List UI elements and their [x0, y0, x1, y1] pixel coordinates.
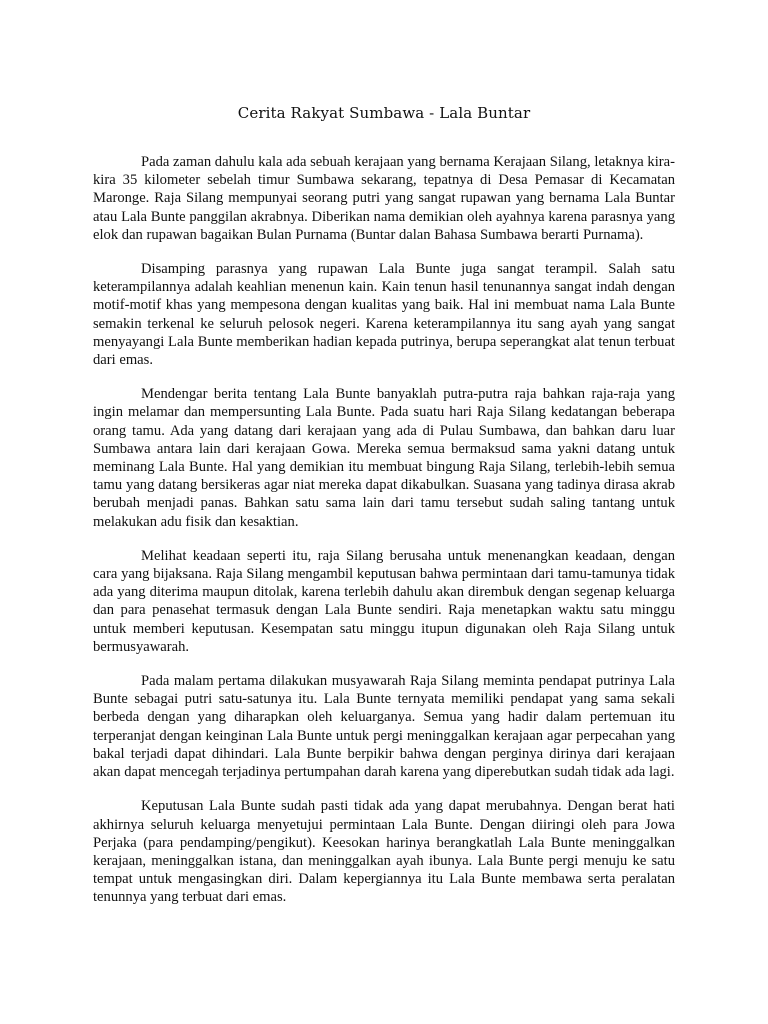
- paragraph-3: Mendengar berita tentang Lala Bunte banyaklah putra-putra raja bahkan raja-raja yang ingin melamar dan mempersunting Lala Bunte. Pada suatu hari Raja Silang kedatangan beberapa orang tamu. Ada yang datang dari kerajaan yang ada di Pulau Sumbawa, dan bahkan daru luar Sumbawa antara lain dari kerajaan Gowa. Mereka semua bermaksud sama yakni datang untuk meminang Lala Bunte. Hal yang demikian itu membuat bingung Raja Silang, terlebih-lebih semua tamu yang datang bersikeras agar niat mereka dapat dikabulkan. Suasana yang tadinya dirasa akrab berubah menjadi panas. Bahkan satu sama lain dari tamu tersebut sudah saling tantang untuk melakukan adu fisik dan kesaktian.: [93, 386, 675, 530]
- paragraph-1: Pada zaman dahulu kala ada sebuah kerajaan yang bernama Kerajaan Silang, letaknya kira-kira 35 kilometer sebelah timur Sumbawa sekarang, tepatnya di Desa Pemasar di Kecamatan Maronge. Raja Silang mempunyai seorang putri yang sangat rupawan yang bernama Lala Buntar atau Lala Bunte panggilan akrabnya. Diberikan nama demikian oleh ayahnya karena parasnya yang elok dan rupawan bagaikan Bulan Purnama (Buntar dalan Bahasa Sumbawa berarti Purnama).: [93, 154, 675, 243]
- paragraph-6: Keputusan Lala Bunte sudah pasti tidak ada yang dapat merubahnya. Dengan berat hati akhirnya seluruh keluarga menyetujui permintaan Lala Bunte. Dengan diiringi oleh para Jowa Perjaka (para pendamping/pengikut). Keesokan harinya berangkatlah Lala Bunte meninggalkan kerajaan, meninggalkan istana, dan meninggalkan ayah ibunya. Lala Bunte pergi menuju ke satu tempat untuk mengasingkan diri. Dalam kepergiannya itu Lala Bunte membawa serta peralatan tenunnya yang terbuat dari emas.: [93, 798, 675, 906]
- paragraph-4: Melihat keadaan seperti itu, raja Silang berusaha untuk menenangkan keadaan, dengan cara yang bijaksana. Raja Silang mengambil keputusan bahwa permintaan dari tamu-tamunya tidak ada yang diterima maupun ditolak, karena terlebih dahulu akan dirembuk dengan segenap keluarga dan para penasehat termasuk dengan Lala Bunte sendiri. Raja menetapkan waktu satu minggu untuk memberi keputusan. Kesempatan satu minggu itupun digunakan oleh Raja Silang untuk bermusyawarah.: [93, 547, 675, 655]
- document-title: Cerita Rakyat Sumbawa - Lala Buntar: [237, 104, 531, 122]
- document-body: [93, 153, 675, 923]
- paragraph-2: Disamping parasnya yang rupawan Lala Bunte juga sangat terampil. Salah satu keterampilannya adalah keahlian menenun kain. Kain tenun hasil tenunannya sangat indah dengan motif-motif khas yang mempesona dengan kualitas yang baik. Hal ini membuat nama Lala Bunte semakin terkenal ke seluruh pelosok negeri. Karena keterampilannya itu sang ayah yang sangat menyayangi Lala Bunte memberikan hadian kepada putrinya, berupa seperangkat alat tenun terbuat dari emas.: [93, 261, 675, 369]
- paragraph-5: Pada malam pertama dilakukan musyawarah Raja Silang meminta pendapat putrinya Lala Bunte sebagai putri satu-satunya itu. Lala Bunte ternyata memiliki pendapat yang sama sekali berbeda dengan yang diharapkan oleh keluarganya. Semua yang hadir dalam pertemuan itu terperanjat dengan keinginan Lala Bunte untuk pergi meninggalkan kerajaan agar perpecahan yang bakal terjadi dapat dihindari. Lala Bunte berpikir bahwa dengan perginya dirinya dari kerajaan akan dapat mencegah terjadinya pertumpahan darah karena yang diperebutkan sudah tidak ada lagi.: [93, 673, 675, 781]
